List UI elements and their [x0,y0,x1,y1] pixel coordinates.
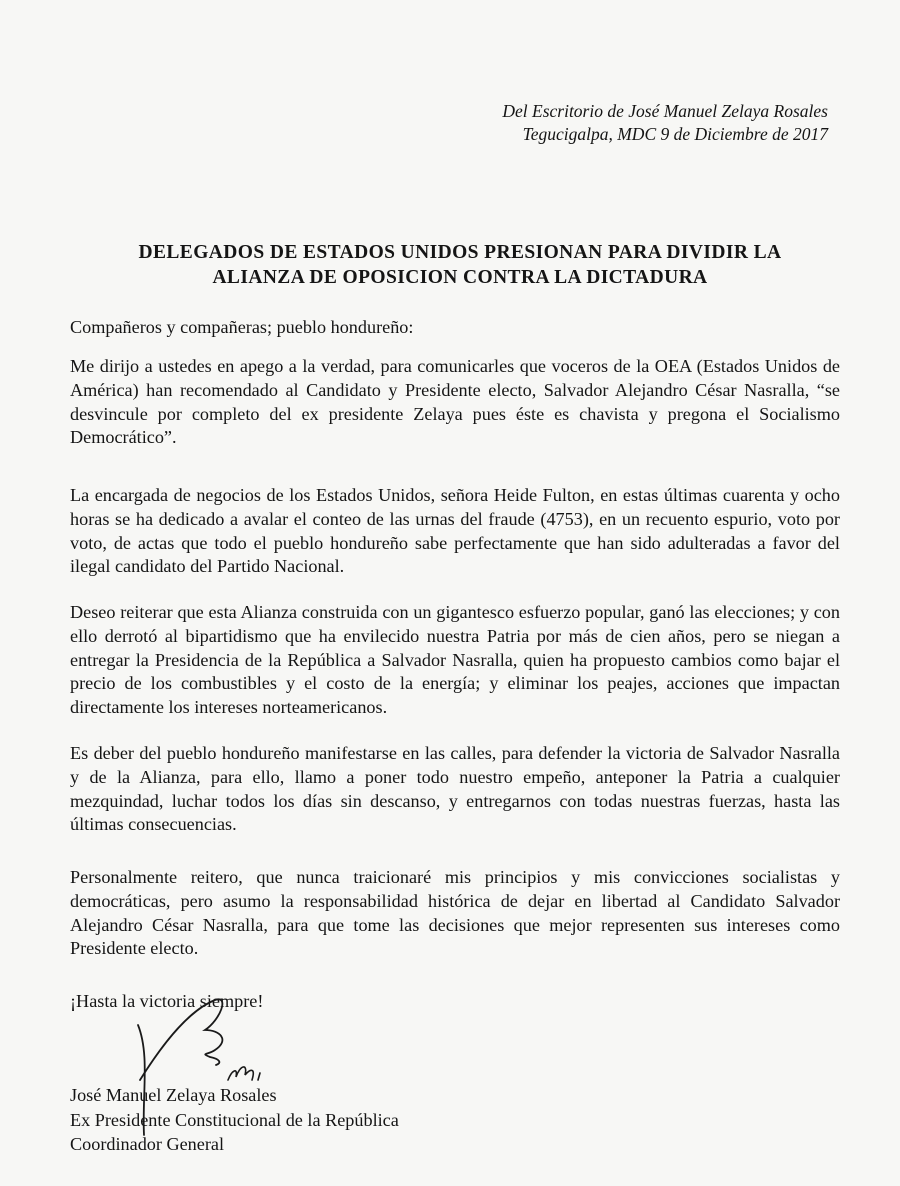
title-line-2: ALIANZA DE OPOSICION CONTRA LA DICTADURA [212,267,708,288]
paragraph-1: Me dirijo a ustedes en apego a la verdad, para comunicarles que voceros de la OEA (Estados Unidos de América) han recomendado al Candidato y Presidente electo, Salvador Alejandro César Nasralla, “se desvincule por completo del ex presidente Zelaya pues éste es chavista y pregona el Socialismo Democrático”. [70,356,840,448]
greeting: Compañeros y compañeras; pueblo hondureño: [70,317,414,337]
signature-block [70,1083,399,1157]
signer-position: Ex Presidente Constitucional de la República [70,1109,399,1130]
signer-role: Coordinador General [70,1134,225,1154]
letterhead-place-date: Tegucigalpa, MDC 9 de Diciembre de 2017 [522,124,828,144]
letterhead [502,100,828,146]
paragraph-5: Personalmente reitero, que nunca traicionaré mis principios y mis convicciones socialistas y democráticas, pero asumo la responsabilidad histórica de dejar en libertad al Candidato Salvador Alejandro César Nasralla, para que tome las decisiones que mejor representen sus intereses como Presidente electo. [70,867,840,959]
letter-title [100,240,820,290]
closing-line: ¡Hasta la victoria siempre! [70,991,264,1011]
letterhead-origin: Del Escritorio de José Manuel Zelaya Rosales [502,101,828,121]
title-line-1: DELEGADOS DE ESTADOS UNIDOS PRESIONAN PARA DIVIDIR LA [138,242,782,263]
signer-name: José Manuel Zelaya Rosales [70,1085,277,1105]
paragraph-2: La encargada de negocios de los Estados Unidos, señora Heide Fulton, en estas últimas cuarenta y ocho horas se ha dedicado a avalar el conteo de las urnas del fraude (4753), en un recuento espurio, voto por voto, de actas que todo el pueblo hondureño sabe perfectamente que han sido adulteradas a favor del ilegal candidato del Partido Nacional. [70,485,840,577]
paragraph-3: Deseo reiterar que esta Alianza construida con un gigantesco esfuerzo popular, ganó las elecciones; y con ello derrotó al bipartidismo que ha envilecido nuestra Patria por más de cien años, pero se niegan a entregar la Presidencia de la República a Salvador Nasralla, quien ha propuesto cambios como bajar el precio de los combustibles y el costo de la energía; y eliminar los peajes, acciones que impactan directamente los intereses norteamericanos. [70,602,840,718]
paragraph-4: Es deber del pueblo hondureño manifestarse en las calles, para defender la victoria de Salvador Nasralla y de la Alianza, para ello, llamo a poner todo nuestro empeño, anteponer la Patria a cualquier mezquindad, luchar todos los días sin descanso, y entregarnos con todas nuestras fuerzas, hasta las últimas consecuencias. [70,743,840,835]
